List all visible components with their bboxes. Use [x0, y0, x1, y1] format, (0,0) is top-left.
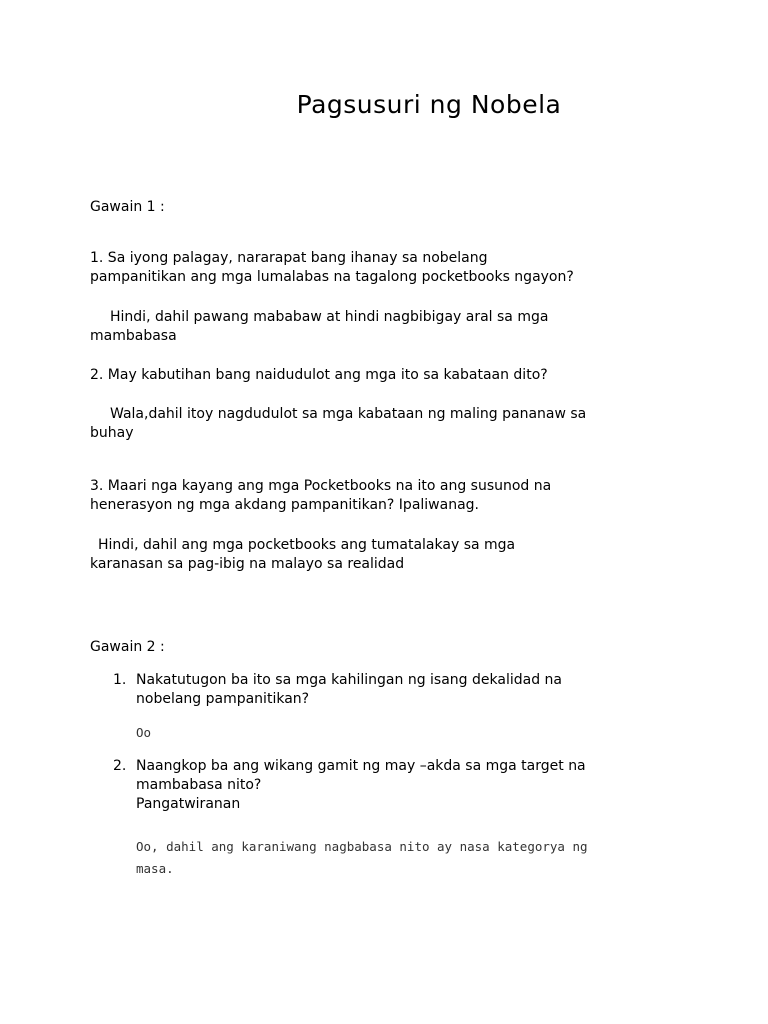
question-3-line-2: henerasyon ng mga akdang pampanitikan? Ipaliwanag.: [90, 497, 479, 513]
gawain1-heading: Gawain 1 :: [90, 199, 165, 215]
answer-1-line-1: Hindi, dahil pawang mababaw at hindi nagbibigay aral sa mga: [110, 309, 549, 325]
gawain2-question-1-line-1: Nakatutugon ba ito sa mga kahilingan ng isang dekalidad na: [136, 672, 562, 688]
question-1-line-2: pampanitikan ang mga lumalabas na tagalong pocketbooks ngayon?: [90, 269, 574, 285]
gawain2-question-2-line-1: Naangkop ba ang wikang gamit ng may –akda sa mga target na: [136, 758, 586, 774]
answer-1-line-2: mambabasa: [90, 328, 177, 344]
gawain2-question-1-line-2: nobelang pampanitikan?: [136, 691, 310, 707]
gawain2-answer-2-line-1: Oo, dahil ang karaniwang nagbabasa nito ay nasa kategorya ng: [136, 839, 588, 854]
gawain2-answer-1: Oo: [136, 725, 152, 740]
list-number-2: 2.: [113, 758, 127, 774]
answer-3-line-1: Hindi, dahil ang mga pocketbooks ang tumatalakay sa mga: [98, 537, 516, 553]
answer-3-line-2: karanasan sa pag-ibig na malayo sa realidad: [90, 556, 405, 572]
question-3-line-1: 3. Maari nga kayang ang mga Pocketbooks na ito ang susunod na: [90, 478, 552, 494]
gawain2-answer-2-line-2: masa.: [136, 861, 174, 876]
gawain2-heading: Gawain 2 :: [90, 639, 165, 655]
list-number-1: 1.: [113, 672, 127, 688]
page-title: Pagsusuri ng Nobela: [296, 90, 562, 119]
answer-2-line-2: buhay: [90, 425, 134, 441]
question-2-line-1: 2. May kabutihan bang naidudulot ang mga ito sa kabataan dito?: [90, 367, 548, 383]
gawain2-question-2-line-3: Pangatwiranan: [136, 796, 241, 812]
question-1-line-1: 1. Sa iyong palagay, nararapat bang ihanay sa nobelang: [90, 250, 488, 266]
answer-2-line-1: Wala,dahil itoy nagdudulot sa mga kabataan ng maling pananaw sa: [110, 406, 587, 422]
gawain2-question-2-line-2: mambabasa nito?: [136, 777, 262, 793]
